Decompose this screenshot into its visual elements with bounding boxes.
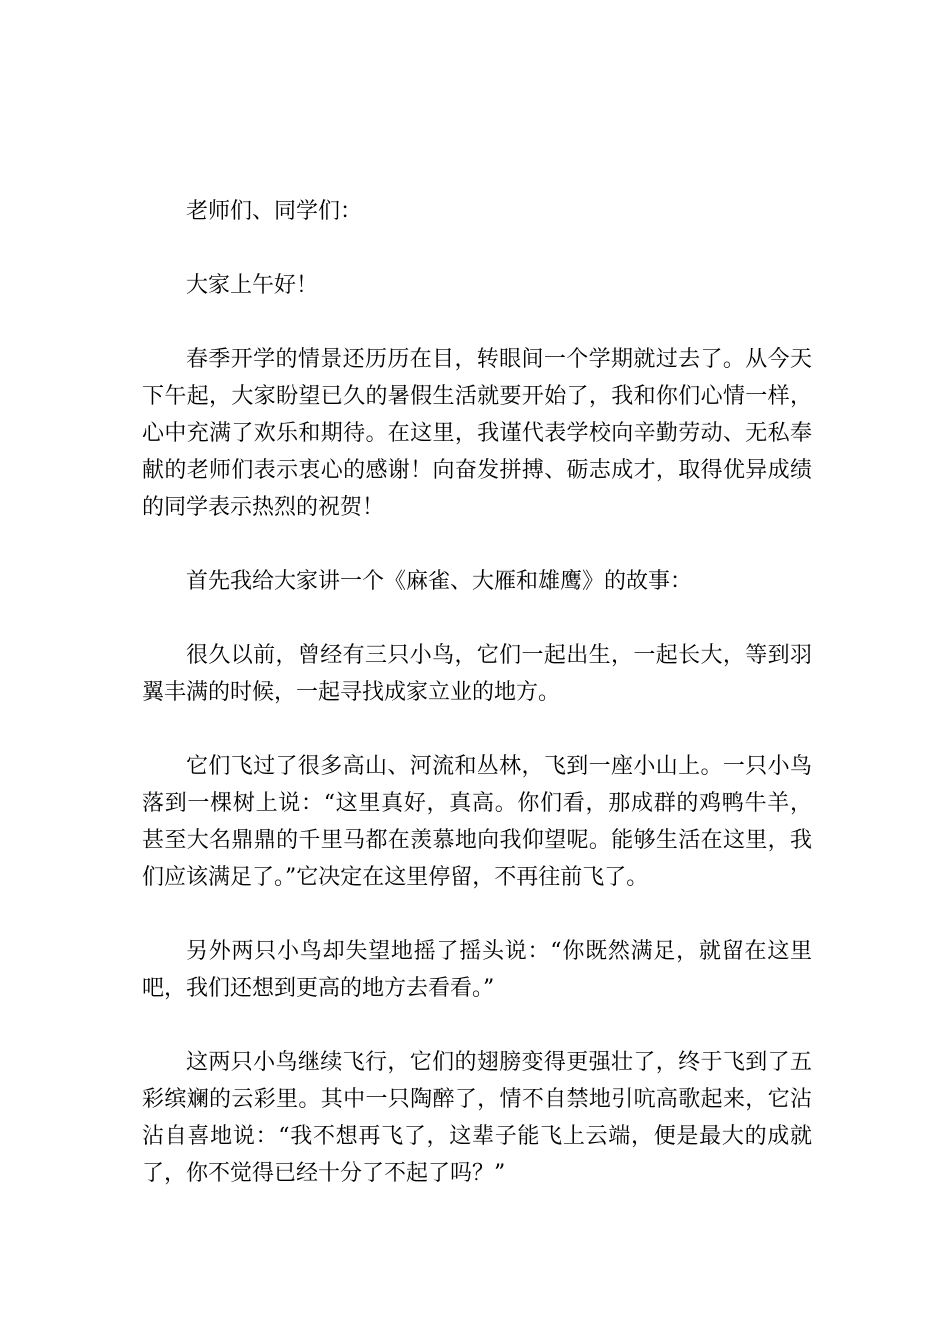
document-body (142, 193, 812, 1229)
greeting: 大家上午好！ (186, 273, 319, 298)
salutation: 老师们、同学们： (186, 199, 363, 224)
paragraph-story-2: 它们飞过了很多高山、河流和丛林，飞到一座小山上。一只小鸟落到一棵树上说：“这里真好，真高。你们看，那成群的鸡鸭牛羊，甚至大名鼎鼎的千里马都在羡慕地向我仰望呢。能够生活在这里，我们应该满足了。”它决定在这里停留，不再往前飞了。 (142, 754, 812, 890)
paragraph-story-3: 另外两只小鸟却失望地摇了摇头说：“你既然满足，就留在这里吧，我们还想到更高的地方去看看。” (142, 939, 812, 1001)
paragraph-story-1: 很久以前，曾经有三只小鸟，它们一起出生，一起长大，等到羽翼丰满的时候，一起寻找成家立业的地方。 (142, 643, 812, 705)
paragraph-story-4: 这两只小鸟继续飞行，它们的翅膀变得更强壮了，终于飞到了五彩缤斓的云彩里。其中一只陶醉了，情不自禁地引吭高歌起来，它沾沾自喜地说：“我不想再飞了，这辈子能飞上云端，便是最大的成就了，你不觉得已经十分了不起了吗？” (142, 1050, 812, 1186)
paragraph-intro: 春季开学的情景还历历在目，转眼间一个学期就过去了。从今天下午起，大家盼望已久的暑假生活就要开始了，我和你们心情一样，心中充满了欢乐和期待。在这里，我谨代表学校向辛勤劳动、无私奉献的老师们表示衷心的感谢！向奋发拼搏、砺志成才，取得优异成绩的同学表示热烈的祝贺！ (142, 347, 812, 520)
paragraph-story-title: 首先我给大家讲一个《麻雀、大雁和雄鹰》的故事： (186, 569, 693, 594)
